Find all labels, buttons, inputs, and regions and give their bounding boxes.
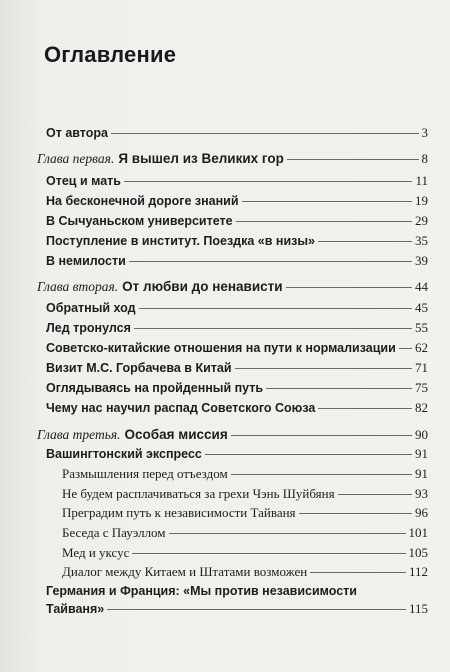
toc-entry-title-continued: Тайваня» (46, 602, 105, 616)
toc-entry-page: 55 (415, 320, 428, 335)
toc-entry-page: 93 (415, 486, 428, 501)
leader-line (107, 609, 406, 610)
chapter-label: Глава третья. (37, 427, 121, 442)
page-title: Оглавление (44, 42, 177, 67)
leader-line (399, 348, 412, 349)
leader-line (310, 572, 406, 573)
toc-entry[interactable] (46, 125, 428, 141)
toc-entry[interactable] (46, 340, 428, 356)
toc-entry-title: Не будем расплачиваться за грехи Чэнь Шуйбяня (62, 486, 335, 501)
toc-entry-page: 29 (415, 213, 428, 228)
leader-line (318, 408, 412, 409)
toc-entry-page: 112 (408, 564, 428, 579)
toc-entry-title: Беседа с Пауэллом (62, 525, 166, 540)
toc-entry-title: Лед тронулся (46, 321, 131, 335)
toc-entry-title: Обратный ход (46, 301, 136, 315)
toc-entry-page: 8 (421, 151, 428, 166)
toc-chapter[interactable] (37, 427, 428, 443)
toc-entry-line2[interactable] (46, 601, 428, 617)
toc-entry-title: Преградим путь к независимости Тайваня (62, 505, 296, 520)
toc-subentry[interactable] (62, 525, 428, 541)
toc-entry-title: Советско-китайские отношения на пути к нормализации (46, 341, 396, 355)
toc-entry-title: Визит М.С. Горбачева в Китай (46, 361, 232, 375)
toc-entry-page: 45 (415, 300, 428, 315)
toc-entry-page: 44 (415, 279, 428, 294)
toc-entry-title: Мед и уксус (62, 545, 130, 560)
toc-entry-title: В немилости (46, 254, 126, 268)
leader-line (266, 388, 412, 389)
toc-entry-page: 91 (415, 466, 428, 481)
leader-line (132, 553, 405, 554)
toc-entry[interactable] (46, 360, 428, 376)
toc-entry-page: 115 (408, 601, 428, 616)
toc-entry-line1[interactable] (46, 583, 428, 599)
toc-entry[interactable] (46, 380, 428, 396)
leader-line (169, 533, 406, 534)
toc-entry[interactable] (46, 213, 428, 229)
toc-subentry[interactable] (62, 505, 428, 521)
toc-chapter[interactable] (37, 151, 428, 167)
leader-line (286, 287, 412, 288)
toc-subentry[interactable] (62, 486, 428, 502)
toc-entry[interactable] (46, 320, 428, 336)
leader-line (338, 494, 412, 495)
leader-line (231, 474, 412, 475)
toc-entry-page: 101 (408, 525, 428, 540)
leader-line (134, 328, 412, 329)
leader-line (111, 133, 419, 134)
leader-line (287, 159, 419, 160)
toc-entry[interactable] (46, 446, 428, 462)
leader-line (242, 201, 412, 202)
leader-line (318, 241, 412, 242)
toc-entry-page: 11 (415, 173, 428, 188)
toc-entry-title: Диалог между Китаем и Штатами возможен (62, 564, 308, 579)
toc-subentry[interactable] (62, 545, 428, 561)
toc-entry[interactable] (46, 173, 428, 189)
chapter-title: Особая миссия (124, 427, 228, 442)
toc-entry-title: От автора (46, 126, 108, 140)
toc-entry[interactable] (46, 400, 428, 416)
toc-entry-title: Размышления перед отъездом (62, 466, 228, 481)
toc-entry-title: Отец и мать (46, 174, 121, 188)
toc-entry-page: 82 (415, 400, 428, 415)
toc-subentry[interactable] (62, 466, 428, 482)
leader-line (124, 181, 413, 182)
toc-entry-title: На бесконечной дороге знаний (46, 194, 239, 208)
leader-line (235, 368, 412, 369)
toc-entry-page: 105 (408, 545, 428, 560)
leader-line (231, 435, 412, 436)
toc-entry-page: 3 (421, 125, 428, 140)
chapter-label: Глава первая. (37, 151, 115, 166)
toc-entry[interactable] (46, 193, 428, 209)
toc-entry-title: Чему нас научил распад Советского Союза (46, 401, 316, 415)
chapter-title: От любви до ненависти (122, 279, 283, 294)
toc-entry-page: 39 (415, 253, 428, 268)
toc-entry-page: 62 (415, 340, 428, 355)
leader-line (236, 221, 412, 222)
toc-entry-title: Германия и Франция: «Мы против независимости (46, 584, 357, 598)
toc-entry-page: 71 (415, 360, 428, 375)
toc-entry-page: 35 (415, 233, 428, 248)
leader-line (205, 454, 412, 455)
toc-entry-page: 19 (415, 193, 428, 208)
toc-entry[interactable] (46, 233, 428, 249)
toc-chapter[interactable] (37, 279, 428, 295)
toc-entry-title: Оглядываясь на пройденный путь (46, 381, 264, 395)
toc-entry[interactable] (46, 253, 428, 269)
leader-line (129, 261, 412, 262)
toc-entry[interactable] (46, 300, 428, 316)
toc-entry-title: Поступление в институт. Поездка «в низы» (46, 234, 315, 248)
leader-line (139, 308, 412, 309)
chapter-title: Я вышел из Великих гор (118, 151, 284, 166)
leader-line (299, 513, 412, 514)
toc-entry-title: Вашингтонский экспресс (46, 447, 202, 461)
chapter-label: Глава вторая. (37, 279, 119, 294)
toc-subentry[interactable] (62, 564, 428, 580)
toc-entry-page: 91 (415, 446, 428, 461)
toc-entry-page: 75 (415, 380, 428, 395)
toc-entry-page: 90 (415, 427, 428, 442)
toc-entry-page: 96 (415, 505, 428, 520)
toc-entry-title: В Сычуаньском университете (46, 214, 233, 228)
